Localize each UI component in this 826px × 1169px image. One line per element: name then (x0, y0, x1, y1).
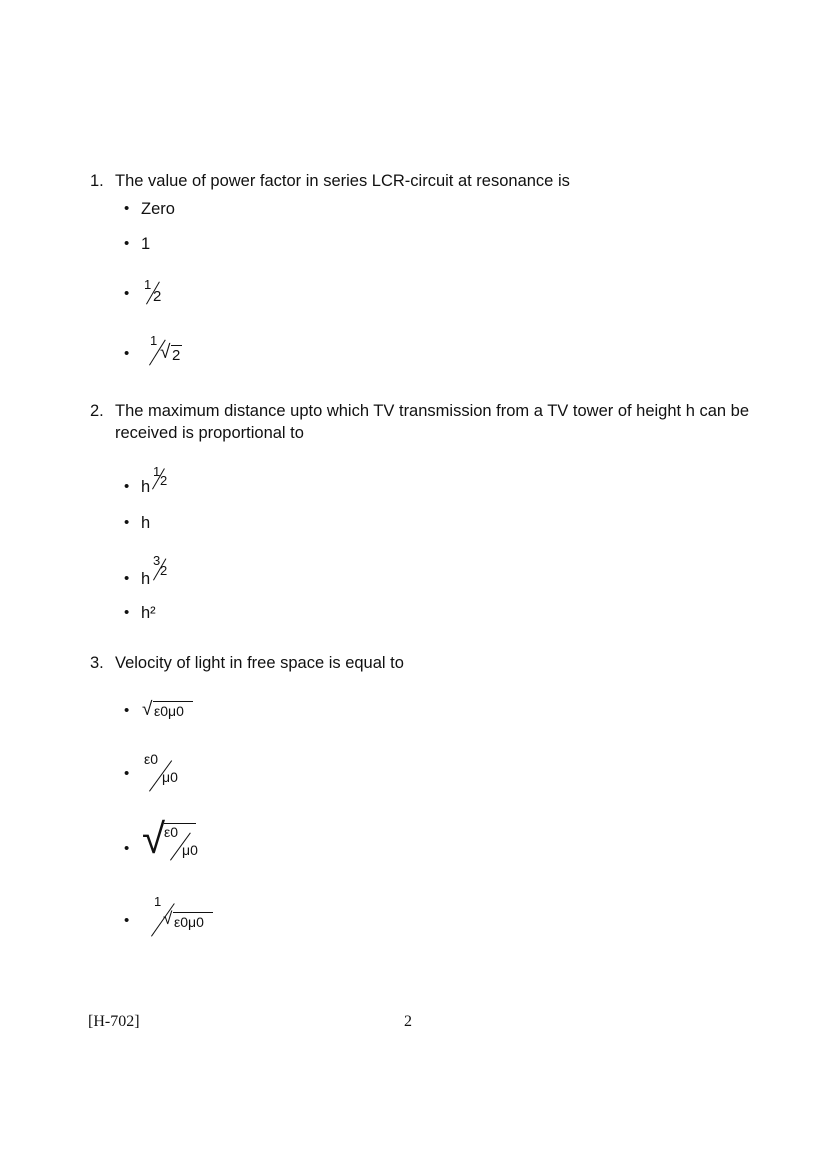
bullet-icon: • (124, 514, 130, 531)
paper-code: [H-702] (88, 1013, 140, 1030)
numerator: 1 (144, 277, 152, 292)
question-text: The maximum distance upto which TV transmission from a TV tower of height h can be received is proportional to (115, 402, 750, 442)
radical-bar (171, 345, 182, 346)
question-text: The value of power factor in series LCR-circuit at resonance is (115, 172, 570, 190)
exponent-numerator: 1 (153, 464, 161, 479)
option-text: 1 (141, 235, 151, 253)
denominator: μ0 (182, 842, 198, 858)
radical-icon: √ (142, 699, 153, 720)
bullet-icon: • (124, 604, 130, 621)
exponent-denominator: 2 (160, 473, 168, 488)
radical-icon: √ (142, 815, 166, 862)
bullet-icon: • (124, 285, 130, 302)
bullet-icon: • (124, 570, 130, 587)
bullet-icon: • (124, 200, 130, 217)
numerator: ε0 (144, 751, 159, 767)
bullet-icon: • (124, 765, 130, 782)
radicand: ε0μ0 (174, 914, 204, 930)
radical-bar (153, 701, 193, 702)
exponent-denominator: 2 (160, 563, 168, 578)
radicand: ε0μ0 (154, 703, 184, 719)
page-number: 2 (404, 1013, 412, 1030)
radical-bar (173, 912, 213, 913)
option-text: h² (141, 604, 156, 622)
question-number: 2. (90, 402, 104, 420)
base: h (141, 478, 151, 496)
radicand: 2 (172, 347, 181, 364)
bullet-icon: • (124, 702, 130, 719)
question-text: Velocity of light in free space is equal to (115, 654, 404, 672)
bullet-icon: • (124, 478, 130, 495)
numerator: ε0 (164, 824, 179, 840)
question-number: 3. (90, 654, 104, 672)
numerator: 1 (154, 894, 162, 909)
base: h (141, 570, 151, 588)
denominator: μ0 (162, 769, 178, 785)
numerator: 1 (150, 333, 158, 348)
bullet-icon: • (124, 345, 130, 362)
option-text: Zero (141, 200, 175, 218)
denominator: 2 (153, 288, 162, 305)
bullet-icon: • (124, 912, 130, 929)
question-number: 1. (90, 172, 104, 190)
radical-icon: √ (160, 342, 171, 363)
exponent-numerator: 3 (153, 553, 161, 568)
bullet-icon: • (124, 840, 130, 857)
bullet-icon: • (124, 235, 130, 252)
option-text: h (141, 514, 151, 532)
radical-icon: √ (163, 909, 173, 928)
